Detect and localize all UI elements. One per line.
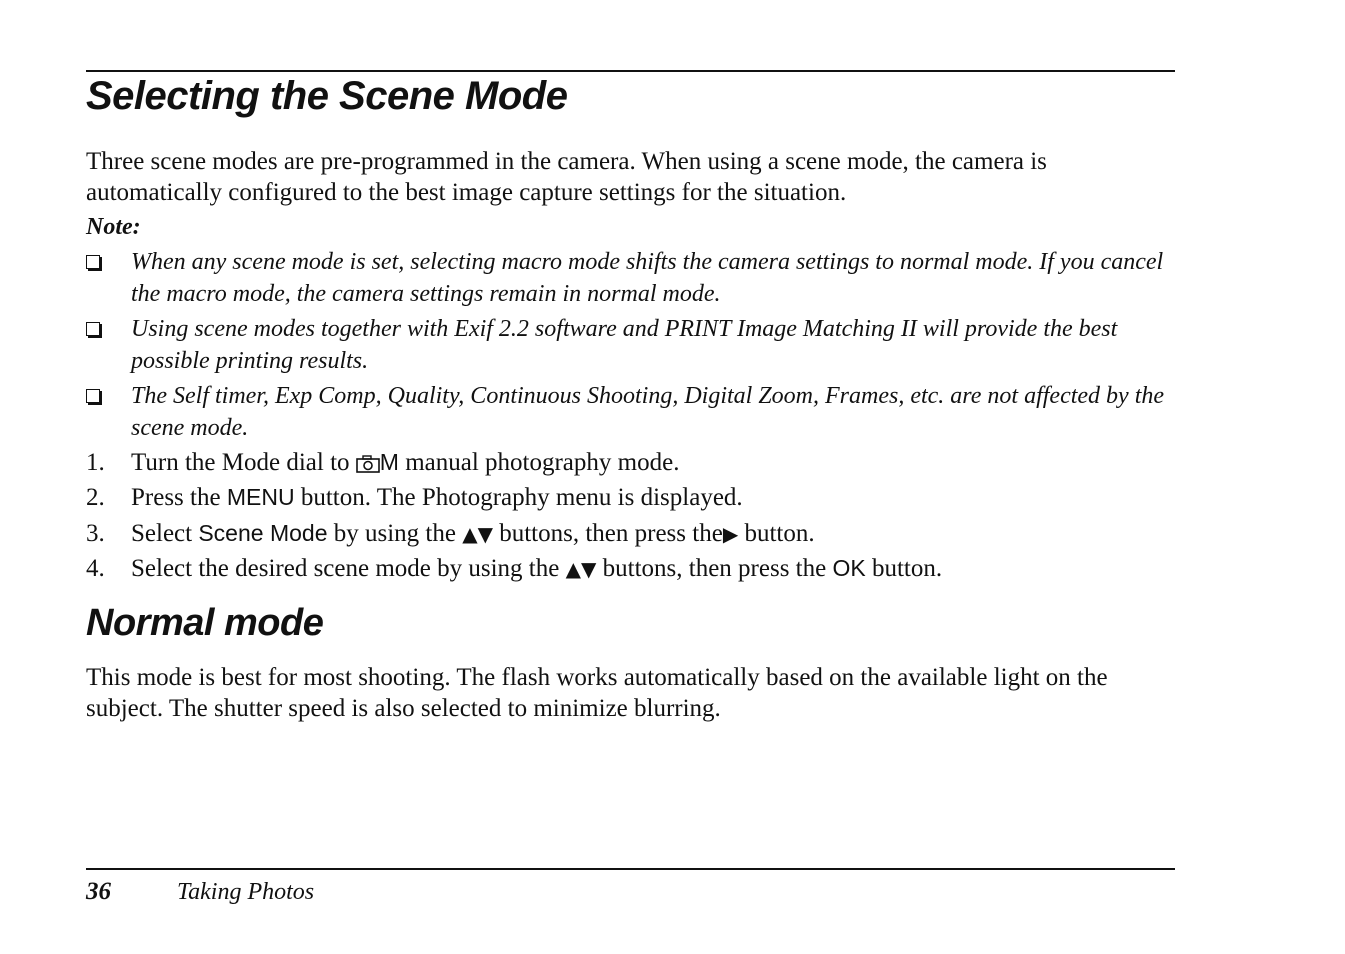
scene-mode-key-label: Scene Mode — [198, 520, 328, 546]
step-text: button. The Photography menu is displayed. — [300, 484, 743, 511]
section-heading-scene-mode: Selecting the Scene Mode — [86, 74, 568, 118]
step-text: buttons, then press the — [602, 555, 827, 582]
step-number: 2. — [86, 484, 105, 511]
top-rule — [86, 70, 1175, 72]
camera-icon — [356, 455, 380, 473]
step-number: 1. — [86, 449, 105, 476]
step-item — [86, 553, 1186, 585]
normal-mode-paragraph: This mode is best for most shooting. The flash works automatically based on the available light on the subject. The shutter speed is also selected to minimize blurring. — [86, 664, 1108, 722]
note-item — [86, 380, 1186, 444]
note-item — [86, 313, 1186, 377]
menu-key-label: MENU — [226, 484, 295, 510]
chapter-title: Taking Photos — [177, 879, 315, 905]
step-item — [86, 447, 1186, 478]
step-text: Press the — [131, 484, 221, 511]
bottom-rule — [86, 868, 1175, 870]
up-down-arrow-icon: ▲▼ — [565, 557, 597, 581]
up-down-arrow-icon: ▲▼ — [462, 522, 493, 546]
step-text: button. — [871, 555, 943, 582]
checkbox-bullet-icon — [86, 255, 100, 269]
step-item — [86, 518, 1186, 550]
note-text: The Self timer, Exp Comp, Quality, Continuous Shooting, Digital Zoom, Frames, etc. are not affected by the scene mode. — [131, 383, 1165, 441]
step-text: Turn the Mode dial to — [131, 449, 350, 476]
step-number: 4. — [86, 555, 105, 582]
step-text: Select the desired scene mode by using the — [131, 555, 560, 582]
step-number: 3. — [86, 520, 105, 547]
checkbox-bullet-icon — [86, 389, 100, 403]
checkbox-bullet-icon — [86, 322, 100, 336]
page-number: 36 — [86, 878, 111, 905]
note-text: When any scene mode is set, selecting macro mode shifts the camera settings to normal mode. If you cancel the macro mode, the camera settings remain in normal mode. — [131, 249, 1164, 307]
note-text: Using scene modes together with Exif 2.2 software and PRINT Image Matching II will provide the best possible printing results. — [131, 316, 1118, 374]
step-text: by using the — [333, 520, 456, 547]
ok-key-label: OK — [832, 555, 866, 581]
step-text: button. — [744, 520, 815, 547]
step-text: Select — [131, 520, 193, 547]
note-item — [86, 246, 1186, 310]
intro-paragraph: Three scene modes are pre-programmed in the camera. When using a scene mode, the camera is automatically configured to the best image capture settings for the situation. — [86, 148, 1047, 206]
mode-letter: M — [379, 449, 399, 475]
section-heading-normal-mode: Normal mode — [86, 602, 324, 644]
note-label: Note: — [86, 214, 141, 240]
right-arrow-icon: ▶ — [722, 522, 739, 546]
step-text: manual photography mode. — [405, 449, 680, 476]
step-text: buttons, then press the — [499, 520, 723, 547]
step-item — [86, 482, 1186, 513]
